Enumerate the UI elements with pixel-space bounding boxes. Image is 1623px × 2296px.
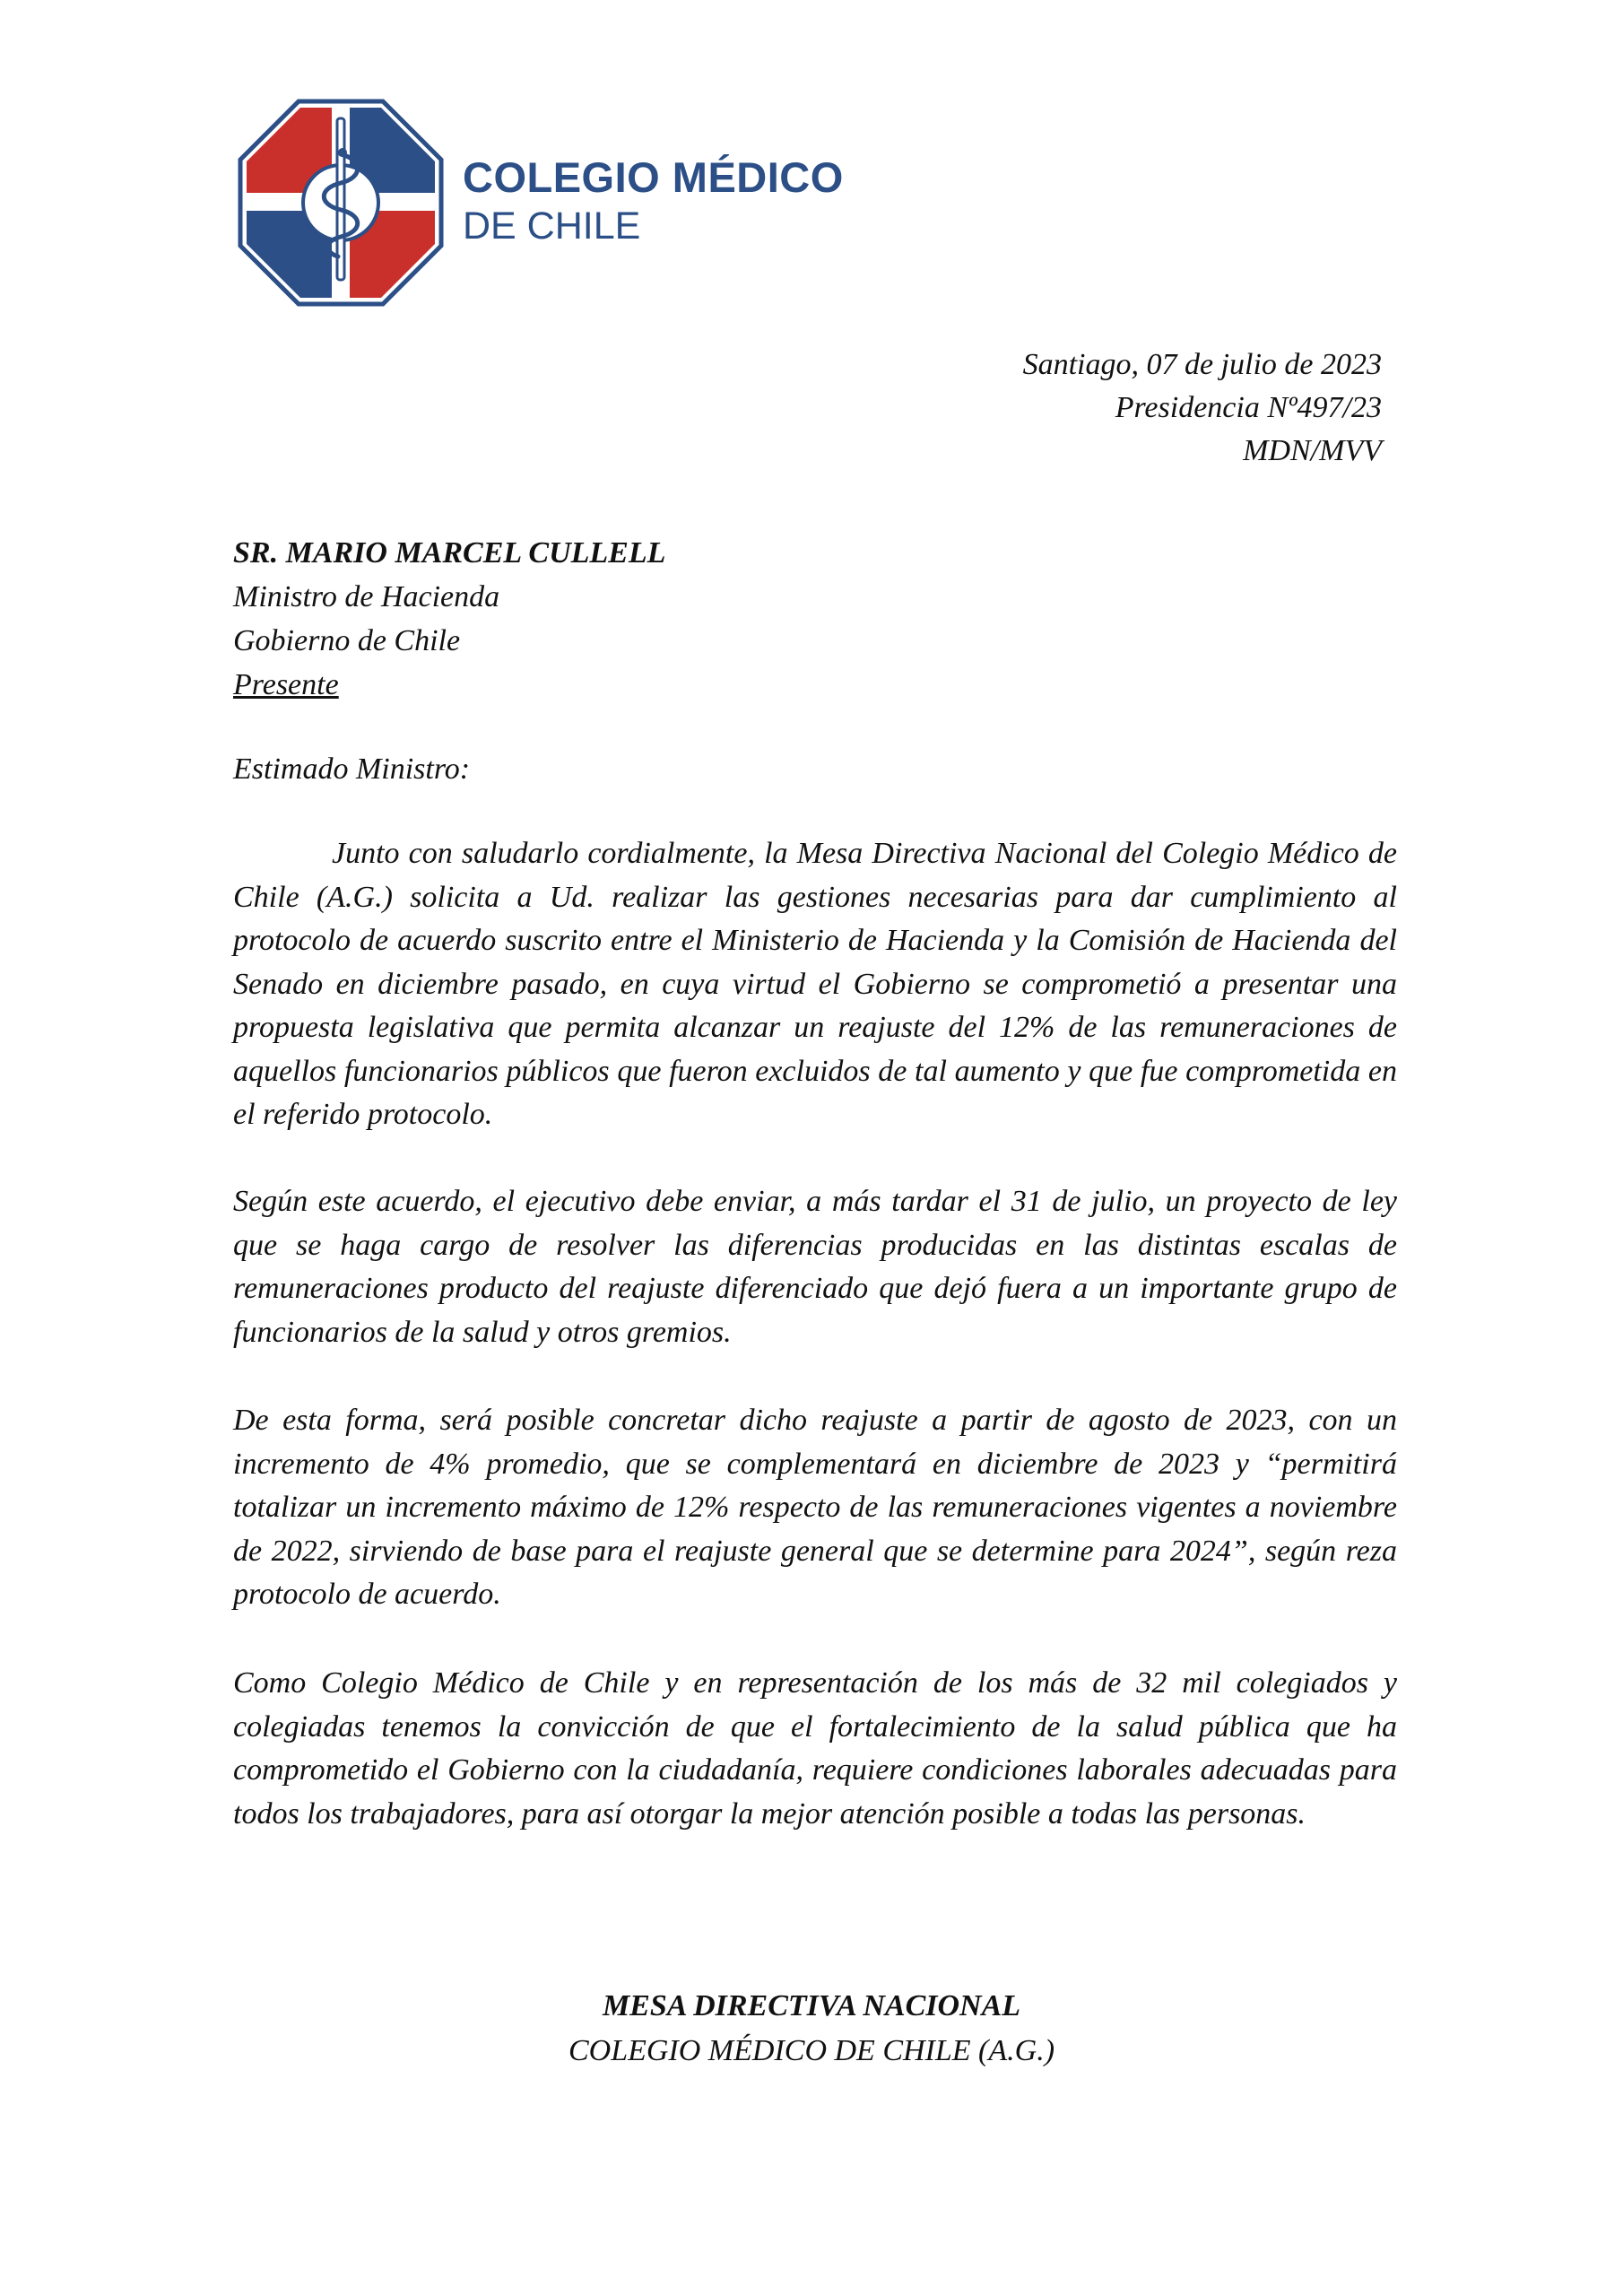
body-paragraph-2: Según este acuerdo, el ejecutivo debe enviar, a más tardar el 31 de julio, un proyecto de ley que se haga cargo de resolver las diferencias producidas en las distintas escalas de remuneraciones producto del reajuste diferenciado que dejó fuera a un importante grupo de funcionarios de la salud y otros gremios. — [233, 1185, 1397, 1349]
greeting: Estimado Ministro: — [233, 752, 471, 786]
org-name-line1: COLEGIO MÉDICO — [463, 153, 844, 201]
body-paragraph-3: De esta forma, será posible concretar dicho reajuste a partir de agosto de 2023, con un incremento de 4% promedio, que se complementará en diciembre de 2023 y “permitirá totalizar un incremento máximo de 12% respecto de las remuneraciones vigentes a noviembre de 2022, sirviendo de base para el reajuste general que se determine para 2024”, según reza protocolo de acuerdo. — [233, 1404, 1397, 1611]
reference-initials: MDN/MVV — [1243, 434, 1382, 467]
body-paragraph-1: Junto con saludarlo cordialmente, la Mesa Directiva Nacional del Colegio Médico de Chile (A.G.) solicita a Ud. realizar las gestiones necesarias para dar cumplimiento al protocolo de acuerdo suscrito entre el Ministerio de Hacienda y la Comisión de Hacienda del Senado en diciembre pasado, en cuya virtud el Gobierno se comprometió a presentar una propuesta legislativa que permita alcanzar un reajuste del 12% de las remuneraciones de aquellos funcionarios públicos que fueron excluidos de tal aumento y que fue comprometida en el referido protocolo. — [233, 837, 1397, 1131]
signature-line1: MESA DIRECTIVA NACIONAL — [602, 1989, 1021, 2022]
caduceus-cross-octagon-icon — [238, 99, 444, 307]
addressee-title: Ministro de Hacienda — [233, 580, 500, 613]
place-date: Santiago, 07 de julio de 2023 — [1022, 348, 1382, 381]
signature-line2: COLEGIO MÉDICO DE CHILE (A.G.) — [568, 2034, 1055, 2067]
colegio-medico-logo — [238, 99, 444, 307]
addressee-name: SR. MARIO MARCEL CULLELL — [233, 536, 666, 570]
reference-number: Presidencia Nº497/23 — [1115, 391, 1382, 424]
addressee-present: Presente — [233, 668, 339, 701]
signature-block — [0, 1984, 1623, 2074]
reference-block — [1023, 344, 1382, 473]
addressee-block — [233, 531, 665, 707]
org-name-line2: DE CHILE — [463, 204, 641, 248]
addressee-institution: Gobierno de Chile — [233, 624, 461, 657]
body-paragraph-4: Como Colegio Médico de Chile y en representación de los más de 32 mil colegiados y colegiadas tenemos la convicción de que el fortalecimiento de la salud pública que ha comprometido el Gobierno con la ciudadanía, requiere condiciones laborales adecuadas para todos los trabajadores, para así otorgar la mejor atención posible a todas las personas. — [233, 1666, 1397, 1831]
organization-name — [463, 154, 844, 248]
